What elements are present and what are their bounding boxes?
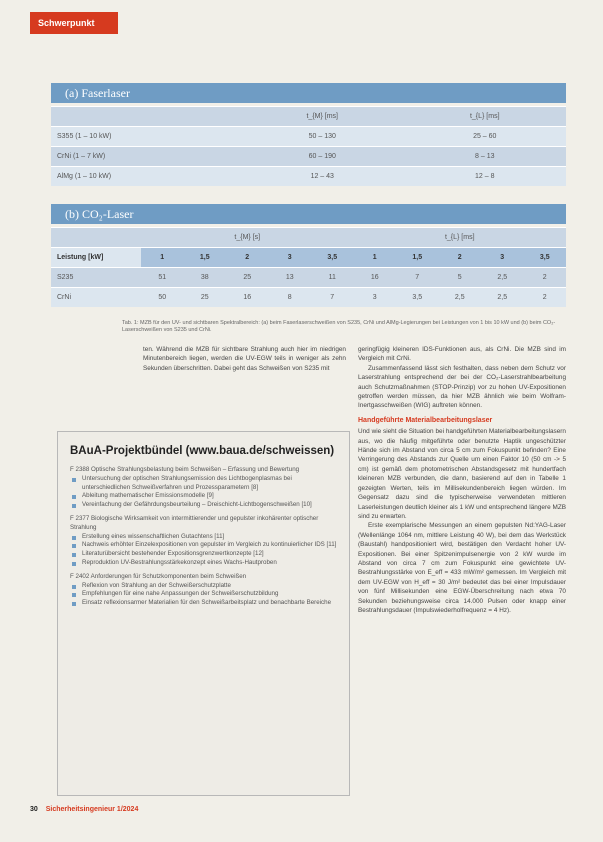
power-cell: 2 [439, 248, 482, 268]
cell: 7 [311, 288, 354, 308]
paragraph: Erste exemplarische Messungen an einem gepulsten Nd:YAG-Laser (Wellenlänge 1064 nm, mittlere Leistung 40 W), bei dem das Werkstück (Baustahl) handpositioniert wird, bestätigen den Verdacht hoher UV-Expositionen. Bei einer Spitzenimpulsenergie von 2 kW wurde im Abstand von circa 7 cm zum Fokuspunkt eine gewichtete UV-Bestrahlungsstärke von E_eff = 433 mW/m² gemessen. Im Vergleich mit dem UV-EGW von H_eff = 30 J/m² bedeutet das bei einer Impulsdauer von fünf Millisekunden eine EGW-Überschreitung nach etwa 70 Sekunden beziehungsweise circa 14.000 Pulsen oder knapp einer Bestrahlungsdauer (Impulswiederholfrequenz = 4 Hz). [358, 522, 566, 614]
list-item: Untersuchung der optischen Strahlungsemission des Lichtbogenplasmas bei unterschiedlichen Schweißverfahren und Prozessparametern [8] [70, 475, 339, 493]
table-b-group2-header: t_{L} [ms] [354, 228, 567, 248]
table-a-empty-header [51, 107, 241, 127]
cell: 3,5 [396, 288, 439, 308]
cell: 16 [354, 268, 397, 288]
paragraph: geringfügig kleineren IDS-Funktionen aus, als CrNi. Die MZB sind im Vergleich mit CrNi. [358, 346, 566, 363]
table-row [51, 288, 566, 308]
info-group-heading: F 2377 Biologische Wirksamkeit von intermittierender und gepulster inkohärenter optischer Strahlung [70, 514, 319, 531]
section-subheading: Handgeführte Materialbearbeitungslaser [358, 416, 493, 424]
table-b [51, 227, 566, 307]
table-b-empty-header [51, 228, 141, 248]
cell: 25 [184, 288, 227, 308]
cell: 11 [311, 268, 354, 288]
cell: 7 [396, 268, 439, 288]
row-label: S355 (1 – 10 kW) [51, 127, 241, 147]
cell: 25 [226, 268, 269, 288]
table-b-heading: (b) CO₂-Laser [51, 204, 566, 224]
table-a-col2-header: t_{L} [ms] [404, 107, 567, 127]
power-cell: 1,5 [396, 248, 439, 268]
power-cell: 3,5 [311, 248, 354, 268]
list-item: Empfehlungen für eine nahe Anpassungen der Schweißerschutzbildung [70, 590, 339, 599]
cell: 38 [184, 268, 227, 288]
cell: 25 – 60 [404, 127, 567, 147]
section-tag: Schwerpunkt [30, 12, 118, 34]
table-a-col1-header: t_{M} [ms] [241, 107, 404, 127]
table-caption: Tab. 1: MZB für den UV- und sichtbaren Spektralbereich: (a) beim Faserlaserschweißen von S235, CrNi und AlMg-Legierungen bei Leistungen von 1 bis 10 kW und (b) beim CO₂-Laserschweißen von S235 und CrNi. [122, 320, 556, 333]
table-row [51, 268, 566, 288]
row-label: CrNi (1 – 7 kW) [51, 147, 241, 167]
list-item: Erstellung eines wissenschaftlichen Gutachtens [11] [70, 533, 339, 542]
paragraph: Zusammenfassend lässt sich festhalten, dass neben dem Schutz vor Laserstrahlung entsprechend der bei der CO₂-Laserstrahlbearbeitung auch Schutzmaßnahmen (STOP-Prinzip) vor zu hohen UV-Expositionen getroffen werden müssen, da hier MZB ähnlich wie beim Wolfram-Inertgasschweißen (WIG) auftreten können. [358, 364, 566, 410]
list-item: Ableitung mathematischer Emissionsmodelle [9] [70, 492, 339, 501]
power-cell: 3 [269, 248, 312, 268]
page-number: 30 [30, 806, 38, 813]
info-group-heading: F 2388 Optische Strahlungsbelastung beim Schweißen – Erfassung und Bewertung [70, 466, 300, 473]
cell: 16 [226, 288, 269, 308]
paragraph: Und wie sieht die Situation bei handgeführten Materialbearbeitungslasern aus, wo die häufig mitgeführte oder benutzte Haptik ungeschützter Hände sich im Abstand von circa 5 cm zum Fokuspunkt befinden? Eine Verringerung des Abstands zur Quelle um einen Faktor 10 (50 cm -> 5 cm) ist gemäß dem photometrischen Abstandsgesetz mit hundertfach kleineren MZB verbunden, die dann, basierend auf den in Tabelle 1 gezeigten Werten, teils im Millisekundenbereich liegen würden. Im Gegensatz dazu sind die typischerweise verwendeten mittleren Laserleistungen deutlich kleiner als 1 kW und entsprechend längere MZB sind zu erwarten. [358, 428, 566, 520]
table-b-group1-header: t_{M} [s] [141, 228, 354, 248]
table-a [51, 106, 566, 186]
list-item: Reproduktion UV-Bestrahlungsstärkekonzept eines Wachs-Hautproben [70, 559, 339, 568]
row-label: AlMg (1 – 10 kW) [51, 167, 241, 187]
power-cell: 2 [226, 248, 269, 268]
table-a-heading: (a) Faserlaser [51, 83, 566, 103]
cell: 50 [141, 288, 184, 308]
table-row [51, 127, 566, 147]
row-label: S235 [51, 268, 141, 288]
cell: 2 [524, 268, 567, 288]
info-group-heading: F 2402 Anforderungen für Schutzkomponenten beim Schweißen [70, 572, 247, 580]
cell: 12 – 43 [241, 167, 404, 187]
cell: 8 – 13 [404, 147, 567, 167]
body-text-left: ten. Während die MZB für sichtbare Strahlung auch hier im niedrigen Minutenbereich liegen, werden die UV-EGW teils in weniger als zehn Sekunden überschritten. Dabei geht das Schweißen von S235 mit [143, 346, 346, 372]
power-cell: 3,5 [524, 248, 567, 268]
cell: 60 – 190 [241, 147, 404, 167]
info-group [70, 466, 339, 510]
cell: 13 [269, 268, 312, 288]
table-row [51, 167, 566, 187]
cell: 2 [524, 288, 567, 308]
info-group [70, 573, 339, 608]
body-text-right [358, 345, 566, 615]
power-cell: 1 [354, 248, 397, 268]
cell: 2,5 [481, 268, 524, 288]
cell: 12 – 8 [404, 167, 567, 187]
table-row [51, 147, 566, 167]
power-cell: 3 [481, 248, 524, 268]
row-label: CrNi [51, 288, 141, 308]
cell: 8 [269, 288, 312, 308]
cell: 3 [354, 288, 397, 308]
leistung-label: Leistung [kW] [51, 248, 141, 268]
page-footer [30, 806, 138, 813]
cell: 50 – 130 [241, 127, 404, 147]
list-item: Reflexion von Strahlung an der Schweißerschutzplatte [70, 582, 339, 591]
power-cell: 1,5 [184, 248, 227, 268]
power-cell: 1 [141, 248, 184, 268]
magazine-name: Sicherheitsingenieur 1/2024 [45, 806, 139, 813]
cell: 5 [439, 268, 482, 288]
info-group [70, 515, 339, 568]
info-box-title: BAuA-Projektbündel (www.baua.de/schweissen) [70, 445, 335, 457]
info-box [57, 431, 350, 796]
list-item: Nachweis erhöhter Einzelexpositionen von gepulster im Vergleich zu kontinuierlicher IDS [11] [70, 541, 339, 550]
cell: 2,5 [481, 288, 524, 308]
leistung-row [51, 248, 566, 268]
cell: 51 [141, 268, 184, 288]
list-item: Literaturübersicht bestehender Expositionsgrenzwertkonzepte [12] [70, 550, 339, 559]
list-item: Vereinfachung der Gefährdungsbeurteilung – Dreischicht-Lichtbogenschweißen [10] [70, 501, 339, 510]
cell: 2,5 [439, 288, 482, 308]
list-item: Einsatz reflexionsarmer Materialien für den Schweißarbeitsplatz und benachbarte Bereiche [70, 599, 339, 608]
